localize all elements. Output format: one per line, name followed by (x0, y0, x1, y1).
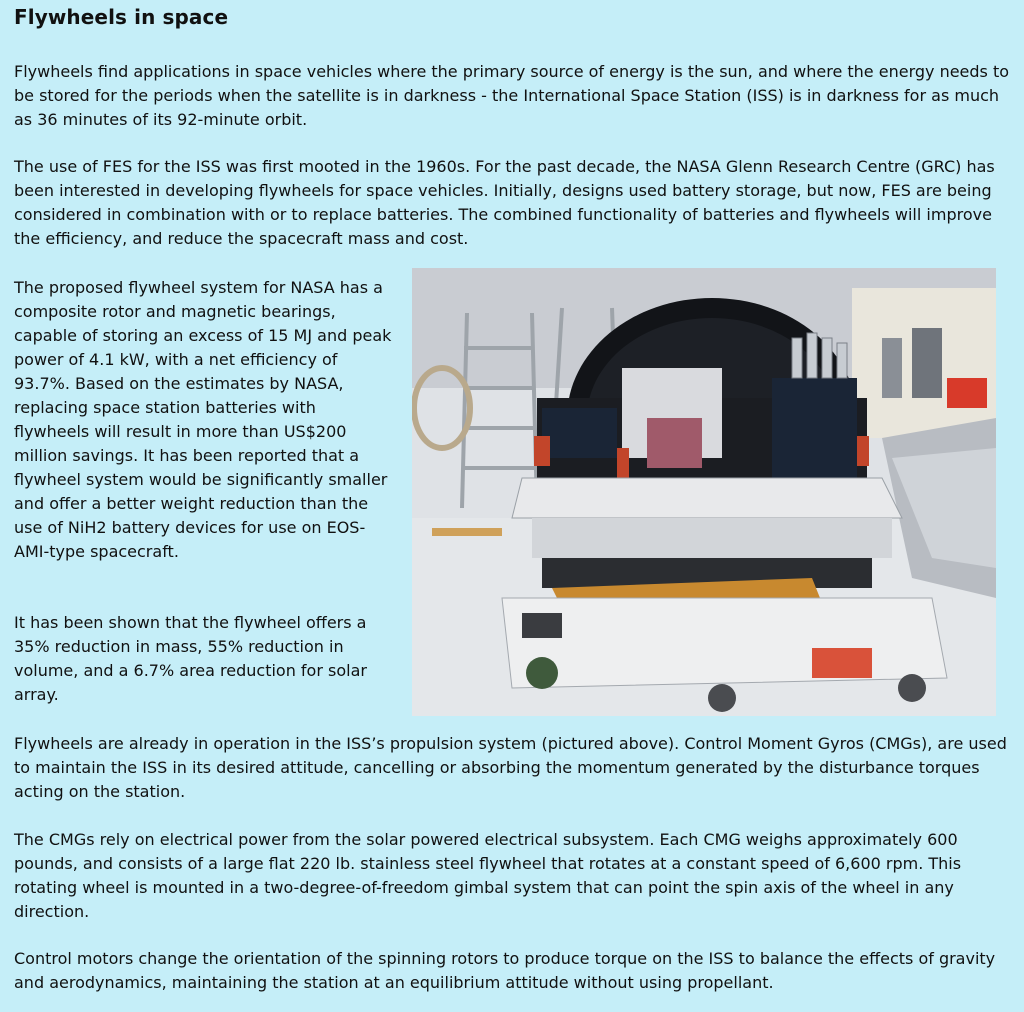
paragraph-reductions: It has been shown that the flywheel offers a 35% reduction in mass, 55% reduction in volume, and a 6.7% area reduction for solar array. (14, 613, 367, 704)
paragraph-history: The use of FES for the ISS was first mooted in the 1960s. For the past decade, the NASA Glenn Research Centre (GRC) has been interested in developing flywheels for space vehicles. Initially, designs used battery storage, but now, FES are being considered in combination with or to replace batteries. The combined functionality of batteries and flywheels will improve the efficiency, and reduce the spacecraft mass and cost. (14, 157, 995, 248)
flywheel-photo (412, 268, 996, 716)
page-title: Flywheels in space (14, 5, 229, 29)
paragraph-cmg-power: The CMGs rely on electrical power from the solar powered electrical subsystem. Each CMG weighs approximately 600 pounds, and consists of a large flat 220 lb. stainless steel flywheel that rotates at a constant speed of 6,600 rpm. This rotating wheel is mounted in a two-degree-of-freedom gimbal system that can point the spin axis of the wheel in any direction. (14, 830, 962, 921)
paragraph-control-motors: Control motors change the orientation of the spinning rotors to produce torque on the ISS to balance the effects of gravity and aerodynamics, maintaining the station at an equilibrium attitude without using propellant. (14, 949, 996, 992)
paragraph-cmgs: Flywheels are already in operation in the ISS’s propulsion system (pictured above). Control Moment Gyros (CMGs), are used to maintain the ISS in its desired attitude, cancelling or absorbing the momentum generated by the disturbance torques acting on the station. (14, 734, 1007, 801)
paragraph-intro: Flywheels find applications in space vehicles where the primary source of energy is the sun, and where the energy needs to be stored for the periods when the satellite is in darkness - the International Space Station (ISS) is in darkness for as much as 36 minutes of its 92-minute orbit. (14, 62, 1010, 129)
paragraph-nasa-system: The proposed flywheel system for NASA has a composite rotor and magnetic bearings, capable of storing an excess of 15 MJ and peak power of 4.1 kW, with a net efficiency of 93.7%. Based on the estimates by NASA, replacing space station batteries with flywheels will result in more than US$200 million savings. It has been reported that a flywheel system would be significantly smaller and offer a better weight reduction than the use of NiH2 battery devices for use on EOS-AMI-type spacecraft. (14, 278, 392, 561)
